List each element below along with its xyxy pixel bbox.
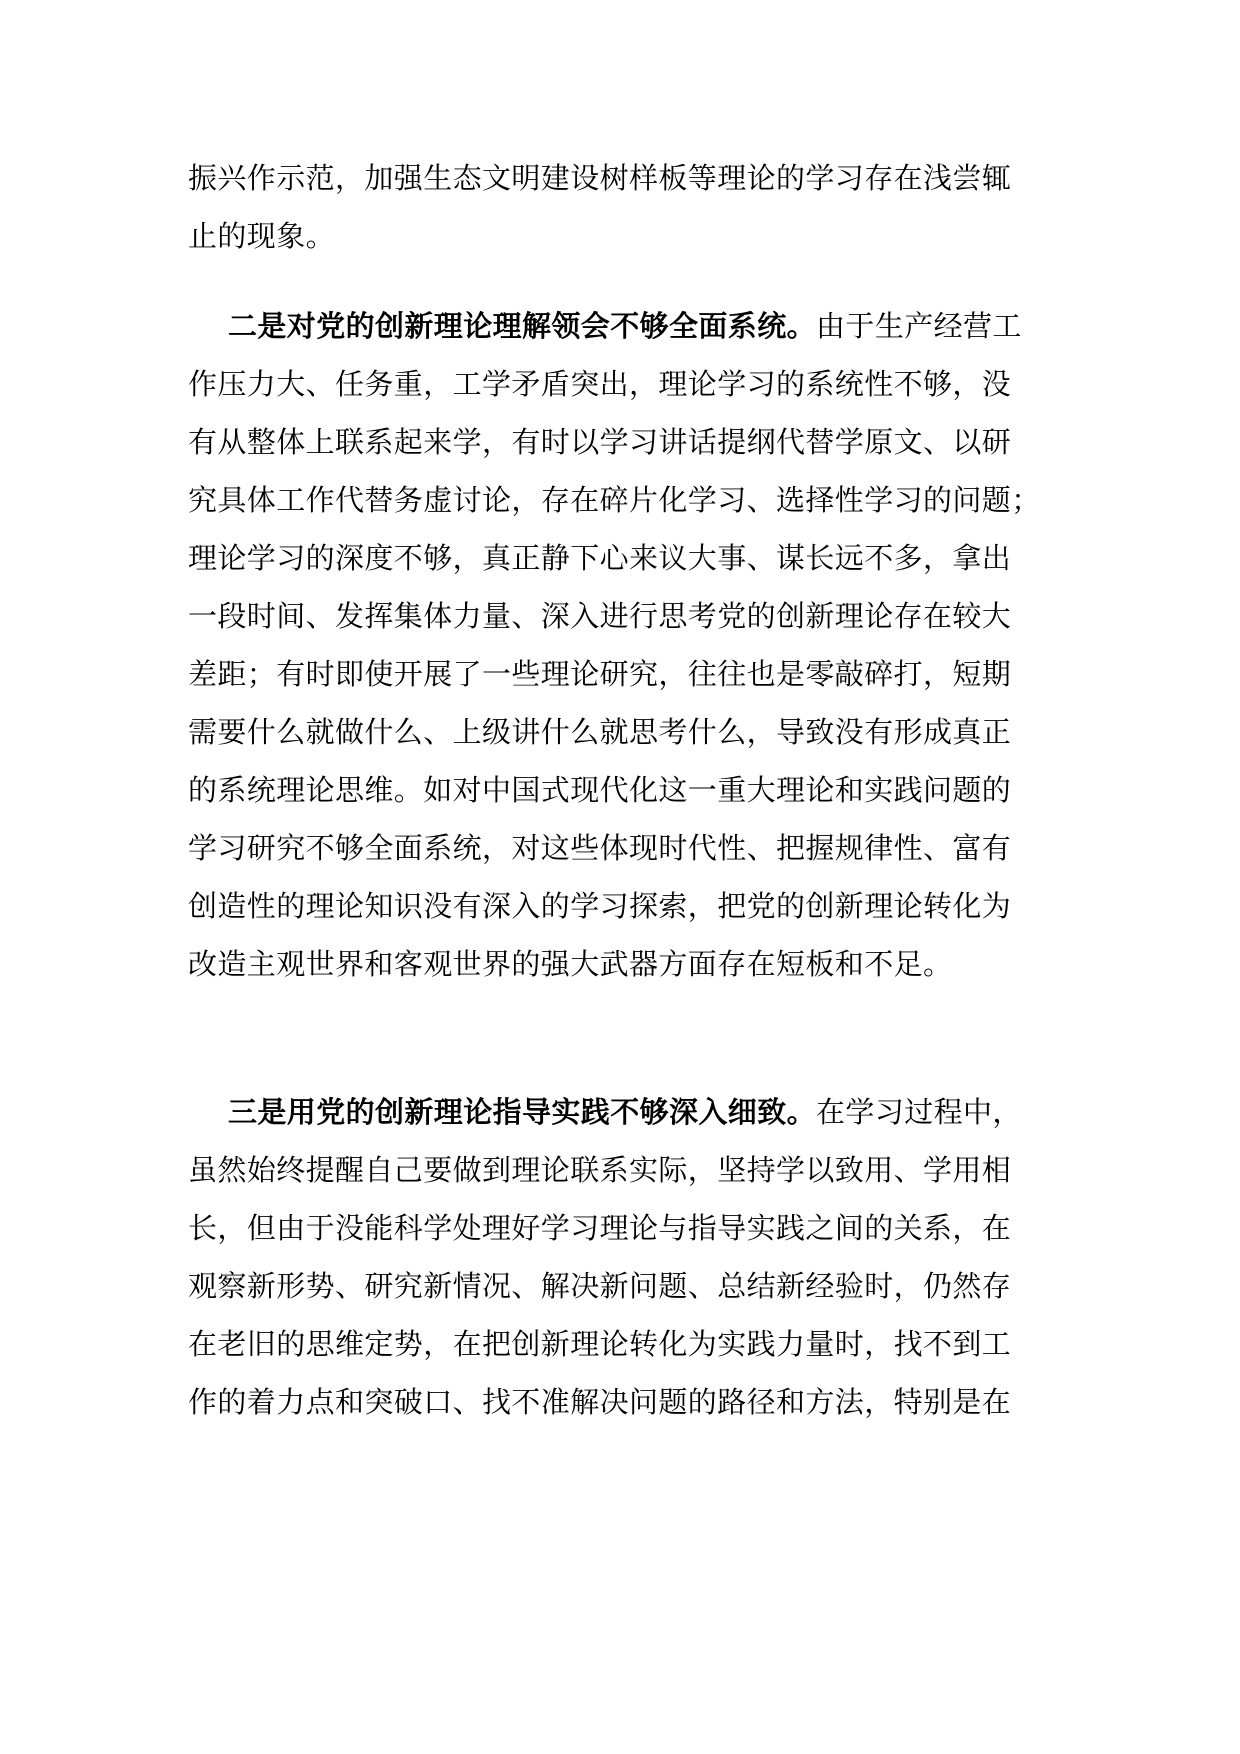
- line-text: 需要什么就做什么、上级讲什么就思考什么，导致没有形成真正: [188, 715, 1012, 749]
- line-text: 观察新形势、研究新情况、解决新问题、总结新经验时，仍然存: [188, 1269, 1012, 1303]
- line-text: 虽然始终提醒自己要做到理论联系实际，坚持学以致用、学用相: [188, 1153, 1012, 1187]
- text-line: [188, 208, 1088, 264]
- line-text: 改造主观世界和客观世界的强大武器方面存在短板和不足。: [188, 947, 953, 981]
- text-line: [188, 1316, 1088, 1372]
- line-text: 的系统理论思维。如对中国式现代化这一重大理论和实践问题的: [188, 773, 1012, 807]
- text-line: [188, 762, 1088, 818]
- line-text: 止的现象。: [188, 219, 336, 253]
- line-text: 长，但由于没能科学处理好学习理论与指导实践之间的关系，在: [188, 1211, 1012, 1245]
- line-text: 究具体工作代替务虚讨论，存在碎片化学习、选择性学习的问题；: [188, 483, 1041, 517]
- text-line: [188, 820, 1088, 876]
- text-line: [188, 356, 1088, 412]
- line-text: 理论学习的深度不够，真正静下心来议大事、谋长远不多，拿出: [188, 541, 1012, 575]
- text-line: [188, 646, 1088, 702]
- line-text: 振兴作示范，加强生态文明建设树样板等理论的学习存在浅尝辄: [188, 161, 1012, 195]
- line-text: 一段时间、发挥集体力量、深入进行思考党的创新理论存在较大: [188, 599, 1012, 633]
- paragraph-first-line: [228, 298, 1128, 354]
- text-line: [188, 530, 1088, 586]
- line-text: 作的着力点和突破口、找不准解决问题的路径和方法，特别是在: [188, 1385, 1012, 1419]
- text-line: [188, 588, 1088, 644]
- text-line: [188, 1200, 1088, 1256]
- text-line: [188, 936, 1088, 992]
- text-line: [188, 1142, 1088, 1198]
- line-text: 在老旧的思维定势，在把创新理论转化为实践力量时，找不到工: [188, 1327, 1012, 1361]
- paragraph-heading: 三是用党的创新理论指导实践不够深入细致。: [228, 1095, 817, 1129]
- text-line: [188, 878, 1088, 934]
- line-text: 创造性的理论知识没有深入的学习探索，把党的创新理论转化为: [188, 889, 1012, 923]
- line-text: 作压力大、任务重，工学矛盾突出，理论学习的系统性不够，没: [188, 367, 1012, 401]
- line-text: 差距；有时即使开展了一些理论研究，往往也是零敲碎打，短期: [188, 657, 1012, 691]
- line-text: 在学习过程中，: [816, 1095, 1022, 1129]
- line-text: 有从整体上联系起来学，有时以学习讲话提纲代替学原文、以研: [188, 425, 1012, 459]
- paragraph-first-line: [228, 1084, 1128, 1140]
- text-line: [188, 704, 1088, 760]
- line-text: 学习研究不够全面系统，对这些体现时代性、把握规律性、富有: [188, 831, 1012, 865]
- text-line: [188, 150, 1088, 206]
- text-line: [188, 1374, 1088, 1430]
- text-line: [188, 472, 1088, 528]
- paragraph-heading: 二是对党的创新理论理解领会不够全面系统。: [228, 309, 817, 343]
- text-line: [188, 994, 1088, 1050]
- line-text: 由于生产经营工: [816, 309, 1022, 343]
- text-line: [188, 1258, 1088, 1314]
- text-line: [188, 414, 1088, 470]
